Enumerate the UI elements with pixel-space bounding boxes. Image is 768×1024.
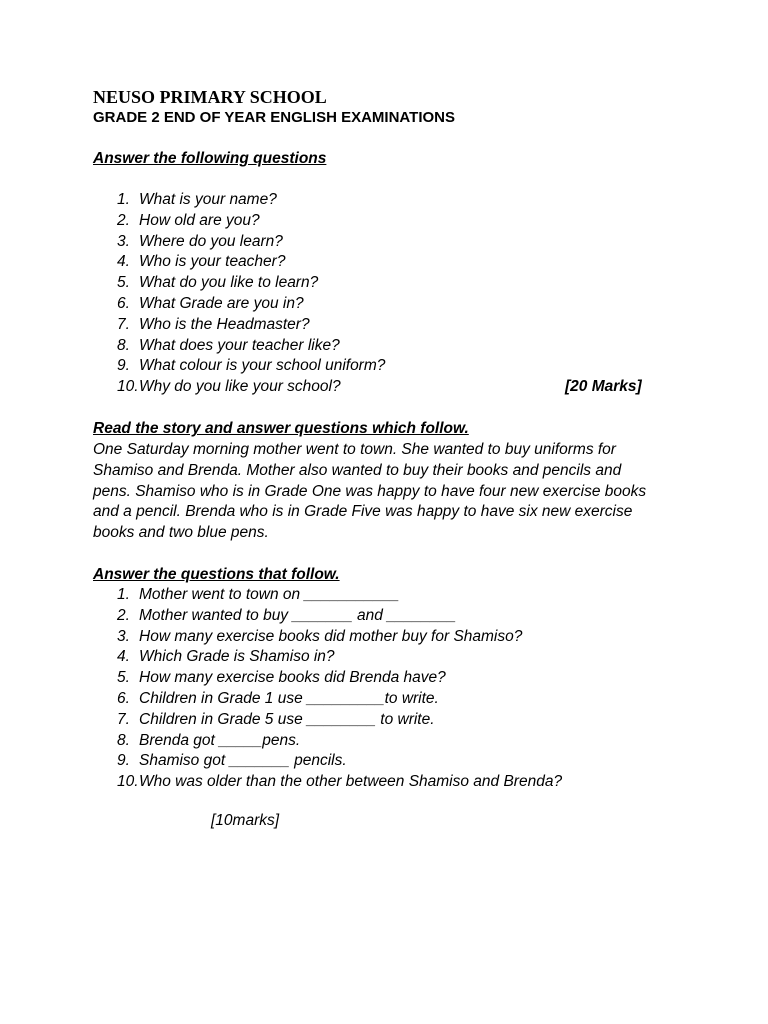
story-line: One Saturday morning mother went to town. She wanted to buy uniforms for bbox=[93, 441, 616, 458]
question-item bbox=[93, 772, 693, 793]
question-text: How many exercise books did mother buy for Shamiso? bbox=[139, 627, 523, 645]
question-item bbox=[93, 710, 693, 731]
question-number: 1. bbox=[117, 586, 130, 603]
question-item bbox=[93, 606, 693, 627]
question-text: What does your teacher like? bbox=[139, 336, 340, 354]
question-number: 7. bbox=[117, 315, 130, 333]
question-number: 9. bbox=[117, 752, 130, 770]
question-number: 6. bbox=[117, 294, 130, 312]
school-name: NEUSO PRIMARY SCHOOL bbox=[93, 87, 327, 107]
question-number: 8. bbox=[117, 336, 130, 354]
question-item bbox=[93, 315, 693, 336]
question-text: What Grade are you in? bbox=[139, 294, 304, 312]
question-text: What do you like to learn? bbox=[139, 274, 319, 292]
question-item bbox=[93, 689, 693, 710]
question-number: 9. bbox=[117, 357, 130, 375]
question-text: Who is your teacher? bbox=[139, 253, 286, 271]
question-item bbox=[93, 336, 693, 357]
question-text: How many exercise books did Brenda have? bbox=[139, 669, 446, 687]
question-item bbox=[93, 273, 693, 294]
question-text: What colour is your school uniform? bbox=[139, 357, 386, 375]
question-number: 10. bbox=[117, 773, 139, 791]
question-number: 1. bbox=[117, 191, 130, 208]
section3-question-list bbox=[93, 585, 693, 793]
question-item bbox=[93, 647, 693, 668]
question-text: What is your name? bbox=[139, 191, 277, 208]
section3-marks: [10marks] bbox=[211, 812, 280, 829]
question-text: Where do you learn? bbox=[139, 232, 283, 250]
question-text: Why do you like your school? bbox=[139, 378, 341, 396]
question-item bbox=[93, 627, 693, 648]
question-text: Shamiso got _______ pencils. bbox=[139, 752, 347, 770]
question-text: Who was older than the other between Shamiso and Brenda? bbox=[139, 773, 563, 791]
question-item bbox=[93, 668, 693, 689]
question-item bbox=[93, 211, 693, 232]
question-number: 8. bbox=[117, 731, 130, 749]
question-item bbox=[93, 252, 693, 273]
story-paragraph bbox=[93, 440, 683, 544]
question-number: 4. bbox=[117, 253, 130, 271]
section1-heading: Answer the following questions bbox=[93, 150, 327, 167]
story-line: Shamiso and Brenda. Mother also wanted to buy their books and pencils and bbox=[93, 461, 622, 479]
section1-question-list bbox=[93, 190, 693, 398]
question-text: Who is the Headmaster? bbox=[139, 315, 310, 333]
question-number: 5. bbox=[117, 274, 130, 292]
question-number: 10. bbox=[117, 378, 139, 396]
question-number: 7. bbox=[117, 710, 130, 728]
question-number: 3. bbox=[117, 627, 130, 645]
question-number: 6. bbox=[117, 689, 130, 707]
question-item bbox=[93, 294, 693, 315]
question-text: Which Grade is Shamiso in? bbox=[139, 648, 335, 666]
question-number: 4. bbox=[117, 648, 130, 666]
question-number: 2. bbox=[117, 606, 130, 624]
question-item bbox=[93, 356, 693, 377]
question-text: Children in Grade 5 use ________ to write. bbox=[139, 710, 435, 728]
section3-heading: Answer the questions that follow. bbox=[93, 566, 340, 583]
question-text: How old are you? bbox=[139, 211, 260, 229]
story-line: pens. Shamiso who is in Grade One was happy to have four new exercise books bbox=[93, 482, 647, 500]
question-item bbox=[93, 585, 693, 606]
question-text: Brenda got _____pens. bbox=[139, 731, 301, 749]
section2-heading: Read the story and answer questions which follow. bbox=[93, 420, 469, 437]
question-item bbox=[93, 751, 693, 772]
question-text: Mother went to town on ___________ bbox=[139, 586, 400, 603]
question-item bbox=[93, 731, 693, 752]
question-number: 3. bbox=[117, 232, 130, 250]
story-line: books and two blue pens. bbox=[93, 524, 269, 542]
question-text: Mother wanted to buy _______ and ________ bbox=[139, 606, 457, 624]
story-line: and a pencil. Brenda who is in Grade Five was happy to have six new exercise bbox=[93, 503, 633, 521]
section1-marks: [20 Marks] bbox=[565, 378, 642, 395]
question-text: Children in Grade 1 use _________to write. bbox=[139, 689, 439, 707]
exam-title: GRADE 2 END OF YEAR ENGLISH EXAMINATIONS bbox=[93, 109, 455, 126]
question-item bbox=[93, 190, 693, 211]
question-number: 2. bbox=[117, 211, 130, 229]
question-item bbox=[93, 232, 693, 253]
question-number: 5. bbox=[117, 669, 130, 687]
